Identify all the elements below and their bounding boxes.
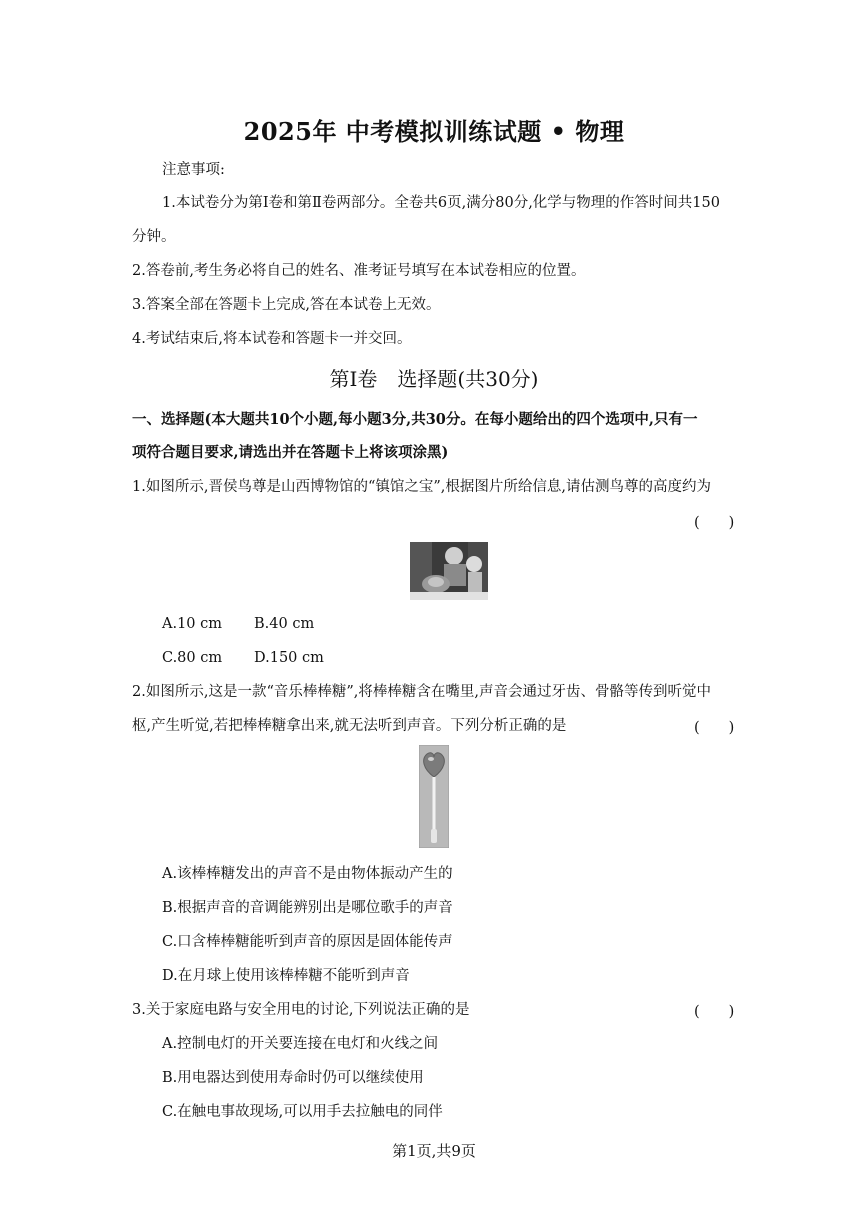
notice-item: 分钟。: [132, 229, 176, 245]
question-2-stem: 2.如图所示,这是一款“音乐棒棒糖”,将棒棒糖含在嘴里,声音会通过牙齿、骨骼等传到听觉中: [132, 684, 711, 700]
notice-item: 4.考试结束后,将本试卷和答题卡一并交回。: [132, 331, 412, 347]
notice-item: 1.本试卷分为第Ⅰ卷和第Ⅱ卷两部分。全卷共6页,满分80分,化学与物理的作答时间共150: [162, 195, 720, 211]
question-1-option-d: D.150 cm: [254, 650, 324, 666]
notice-item: 3.答案全部在答题卡上完成,答在本试卷上无效。: [132, 297, 441, 313]
question-3-answer-bracket: ( ): [694, 1004, 735, 1020]
question-1-option-a: A.10 cm: [162, 616, 223, 632]
question-2-answer-bracket: ( ): [694, 720, 735, 736]
music-lollipop-photo: [419, 745, 449, 848]
question-1-option-c: C.80 cm: [162, 650, 223, 666]
bird-zun-photo: [410, 542, 488, 600]
notice-item: 2.答卷前,考生务必将自己的姓名、准考证号填写在本试卷相应的位置。: [132, 263, 586, 279]
question-3-stem: 3.关于家庭电路与安全用电的讨论,下列说法正确的是: [132, 1002, 470, 1018]
question-2-option-a: A.该棒棒糖发出的声音不是由物体振动产生的: [162, 866, 453, 882]
section-title: 第Ⅰ卷 选择题(共30分): [329, 367, 539, 391]
page-footer: 第1页,共9页: [392, 1142, 476, 1160]
question-3-option-c: C.在触电事故现场,可以用手去拉触电的同伴: [162, 1104, 443, 1120]
question-1-option-b: B.40 cm: [254, 616, 315, 632]
question-1-stem: 1.如图所示,晋侯鸟尊是山西博物馆的“镇馆之宝”,根据图片所给信息,请估测鸟尊的高度约为: [132, 479, 711, 495]
section-instruction: 项符合题目要求,请选出并在答题卡上将该项涂黑): [132, 444, 449, 461]
question-3-option-b: B.用电器达到使用寿命时仍可以继续使用: [162, 1070, 424, 1086]
question-2-option-c: C.口含棒棒糖能听到声音的原因是固体能传声: [162, 934, 453, 950]
question-2-option-d: D.在月球上使用该棒棒糖不能听到声音: [162, 968, 410, 984]
page-title: 2025年 中考模拟训练试题 • 物理: [243, 117, 625, 146]
notice-heading: 注意事项:: [162, 162, 225, 178]
question-1-answer-bracket: ( ): [694, 515, 735, 531]
question-2-stem: 枢,产生听觉,若把棒棒糖拿出来,就无法听到声音。下列分析正确的是: [132, 718, 567, 734]
question-3-option-a: A.控制电灯的开关要连接在电灯和火线之间: [162, 1036, 439, 1052]
question-2-option-b: B.根据声音的音调能辨别出是哪位歌手的声音: [162, 900, 453, 916]
section-instruction: 一、选择题(本大题共10个小题,每小题3分,共30分。在每小题给出的四个选项中,只有一: [132, 411, 698, 428]
